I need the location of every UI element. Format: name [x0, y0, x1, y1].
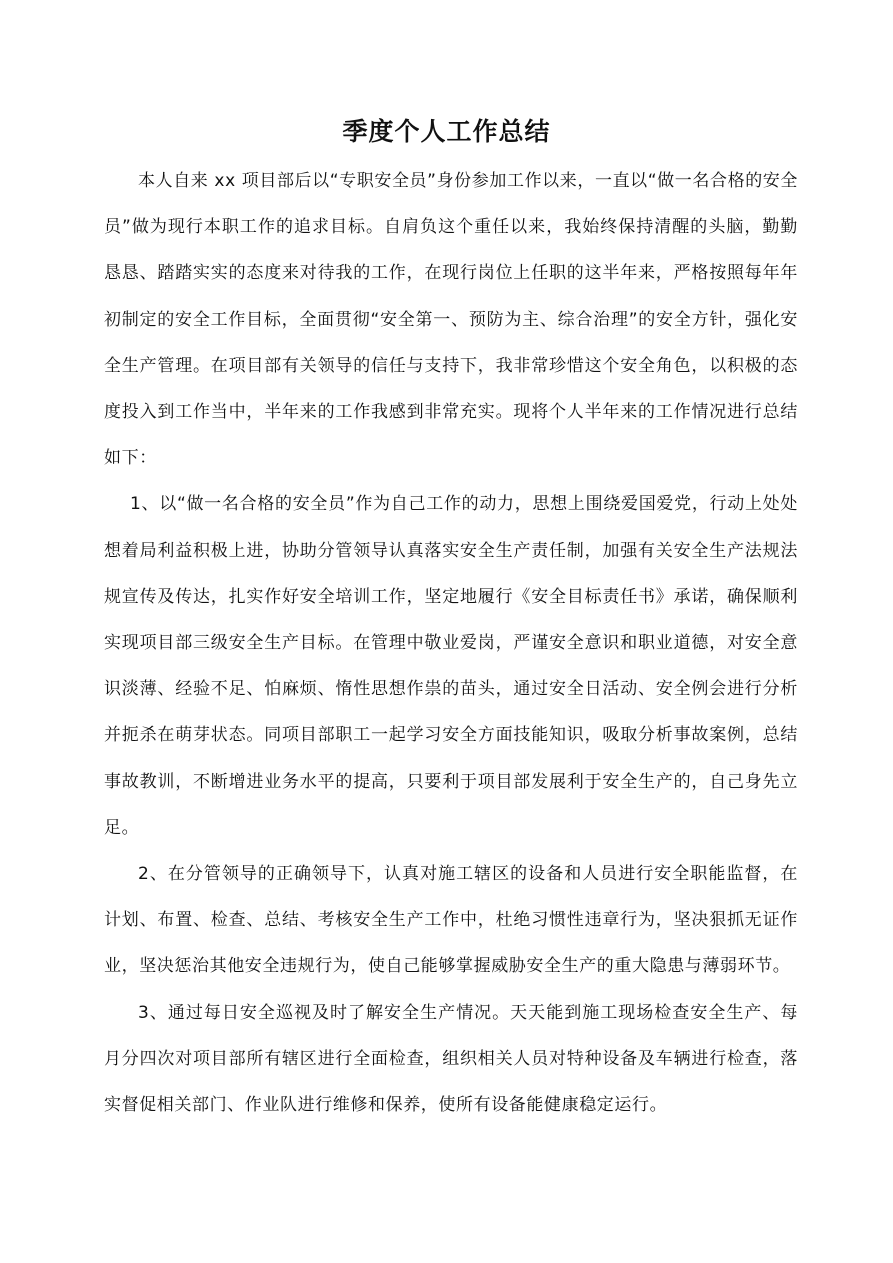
item-1-paragraph: 1、以“做一名合格的安全员”作为自己工作的动力，思想上围绕爱国爱党，行动上处处想着局利益积极上进，协助分管领导认真落实安全生产责任制，加强有关安全生产法规法规宣传及传达，扎实作好安全培训工作，坚定地履行《安全目标责任书》承诺，确保顺利实现项目部三级安全生产目标。在管理中敬业爱岗，严谨安全意识和职业道德，对安全意识淡薄、经验不足、怕麻烦、惰性思想作祟的苗头，通过安全日活动、安全例会进行分析并扼杀在萌芽状态。同项目部职工一起学习安全方面技能知识，吸取分析事故案例，总结事故教训，不断增进业务水平的提高，只要利于项目部发展利于安全生产的，自己身先立足。	[104, 494, 798, 838]
document-title: 季度个人工作总结	[342, 117, 551, 146]
item-2-paragraph: 2、在分管领导的正确领导下，认真对施工辖区的设备和人员进行安全职能监督，在计划、布置、检查、总结、考核安全生产工作中，杜绝习惯性违章行为，坚决狠抓无证作业，坚决惩治其他安全违规行为，使自己能够掌握威胁安全生产的重大隐患与薄弱环节。	[104, 864, 798, 977]
item-3-paragraph: 3、通过每日安全巡视及时了解安全生产情况。天天能到施工现场检查安全生产、每月分四次对项目部所有辖区进行全面检查，组织相关人员对特种设备及车辆进行检查，落实督促相关部门、作业队进行维修和保养，使所有设备能健康稳定运行。	[104, 1002, 798, 1116]
intro-paragraph: 本人自来 xx 项目部后以“专职安全员”身份参加工作以来，一直以“做一名合格的安全员”做为现行本职工作的追求目标。自肩负这个重任以来，我始终保持清醒的头脑，勤勤恳恳、踏踏实实的态度来对待我的工作，在现行岗位上任职的这半年来，严格按照每年年初制定的安全工作目标，全面贯彻“安全第一、预防为主、综合治理”的安全方针，强化安全生产管理。在项目部有关领导的信任与支持下，我非常珍惜这个安全角色，以积极的态度投入到工作当中，半年来的工作我感到非常充实。现将个人半年来的工作情况进行总结如下：	[104, 171, 798, 469]
document-body	[104, 158, 798, 1128]
